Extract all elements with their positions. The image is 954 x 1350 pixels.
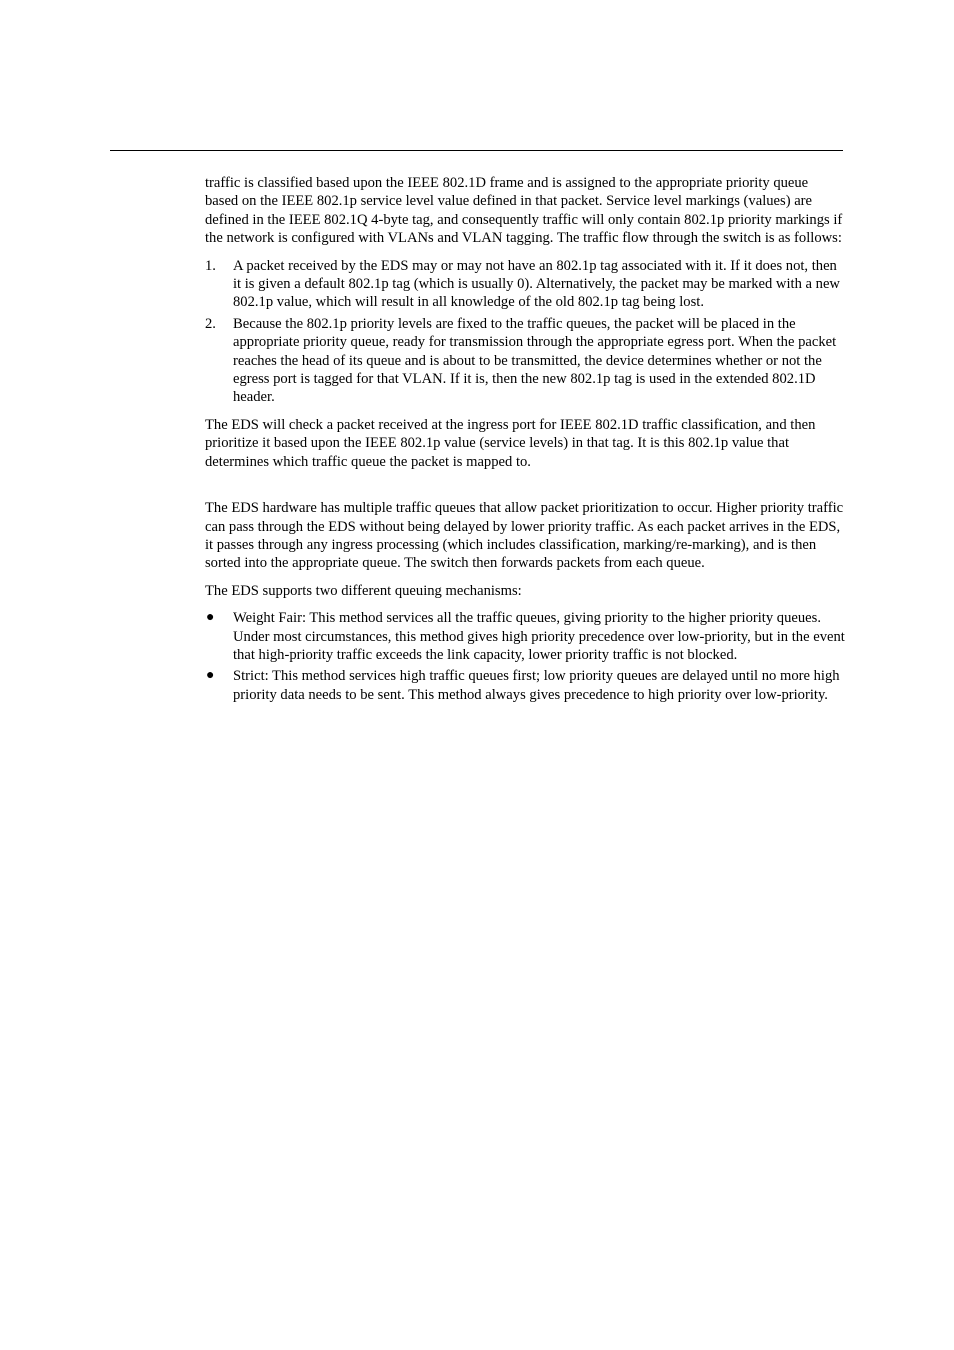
list-item xyxy=(205,667,845,704)
mechanism-text: Weight Fair: This method services all the traffic queues, giving priority to the higher priority queues. Under most circumstances, this method gives high priority precedence over low-priority, but in the event that high-priority traffic exceeds the link capacity, lower priority traffic is not blocked. xyxy=(233,610,845,663)
step-text: Because the 802.1p priority levels are fixed to the traffic queues, the packet will be placed in the appropriate priority queue, ready for transmission through the appropriate egress port. When the packet reaches the head of its queue and is about to be transmitted, the device determines whether or not the egress port is tagged for that VLAN. If it is, then the new 802.1p tag is used in the extended 802.1D header. xyxy=(233,315,837,406)
traffic-flow-steps xyxy=(205,257,845,407)
list-item xyxy=(205,315,845,407)
mechanism-text: Strict: This method services high traffic queues first; low priority queues are delayed until no more high priority data needs to be sent. This method always gives precedence to high priority over low-priority. xyxy=(233,668,840,703)
mechanisms-intro: The EDS supports two different queuing mechanisms: xyxy=(205,582,522,599)
list-item xyxy=(205,609,845,664)
page-body xyxy=(205,174,845,713)
list-item xyxy=(205,257,845,312)
check-paragraph: The EDS will check a packet received at the ingress port for IEEE 802.1D traffic classification, and then prioritize it based upon the IEEE 802.1p value (service levels) in that tag. It is this 802.1p value that determines which traffic queue the packet is mapped to. xyxy=(205,416,816,470)
intro-paragraph: traffic is classified based upon the IEEE 802.1D frame and is assigned to the appropriate priority queue based on the IEEE 802.1p service level value defined in that packet. Service level markings (values) are defined in the IEEE 802.1Q 4-byte tag, and consequently traffic will only contain 802.1p priority markings if the network is configured with VLANs and VLAN tagging. The traffic flow through the switch is as follows: xyxy=(205,175,843,247)
header-rule xyxy=(110,150,843,151)
step-number: 2. xyxy=(205,315,216,332)
step-text: A packet received by the EDS may or may not have an 802.1p tag associated with it. If it does not, then it is given a default 802.1p tag (which is usually 0). Alternatively, the packet may be marked with a new 802.1p value, which will result in all knowledge of the old 802.1p tag being lost. xyxy=(233,257,840,311)
step-number: 1. xyxy=(205,257,216,274)
queues-paragraph: The EDS hardware has multiple traffic queues that allow packet prioritization to occur. Higher priority traffic can pass through the EDS without being delayed by lower priority traffic. As each packet arrives in the EDS, it passes through any ingress processing (which includes classification, marking/re-marking), and is then sorted into the appropriate queue. The switch then forwards packets from each queue. xyxy=(205,500,844,572)
queuing-mechanisms-list xyxy=(205,609,845,704)
bullet-icon: ● xyxy=(206,668,215,684)
bullet-icon: ● xyxy=(206,610,215,626)
